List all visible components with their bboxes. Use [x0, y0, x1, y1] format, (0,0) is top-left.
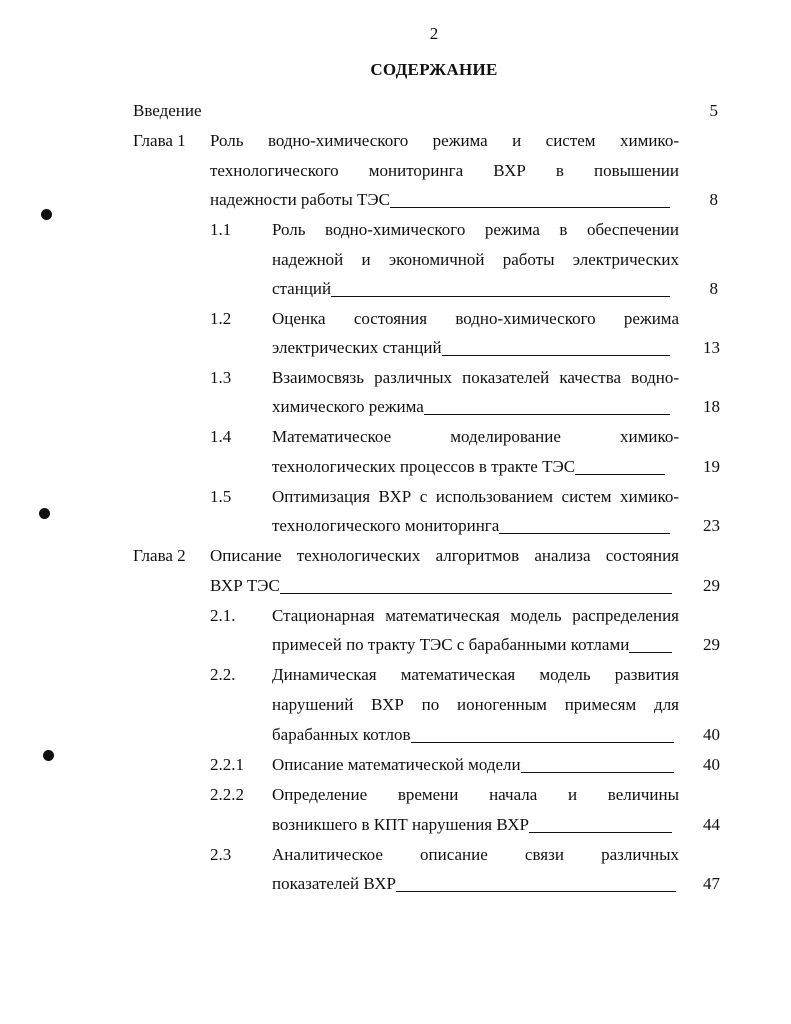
toc-section-title: химического режима — [272, 392, 670, 422]
toc-chapter1-page: 8 — [709, 190, 718, 209]
toc-section-title: примесей по тракту ТЭС с барабанными котлами — [272, 630, 672, 660]
toc-chapter1-label: Глава 1 — [133, 131, 186, 150]
punch-hole-mark — [43, 750, 54, 761]
toc-section-title: Определение времени начала и величины — [272, 785, 679, 804]
toc-section-title: возникшего в КПТ нарушения ВХР — [272, 810, 672, 840]
toc-section-title: Взаимосвязь различных показателей качества водно- — [272, 368, 679, 387]
toc-chapter2-label: Глава 2 — [133, 546, 186, 565]
toc-section-title: технологического мониторинга — [272, 511, 670, 541]
toc-section-number: 2.1. — [210, 606, 236, 625]
toc-section-title: Математическое моделирование химико- — [272, 427, 679, 446]
toc-section-page: 44 — [703, 815, 720, 834]
punch-hole-mark — [39, 508, 50, 519]
toc-section-title: электрических станций — [272, 333, 670, 363]
toc-section-page: 47 — [703, 874, 720, 893]
toc-section-number: 1.5 — [210, 487, 232, 506]
toc-section-number: 2.2.2 — [210, 785, 244, 804]
punch-hole-mark — [41, 209, 52, 220]
toc-section-number: 1.4 — [210, 427, 232, 446]
toc-intro-label: Введение — [133, 101, 202, 120]
toc-section-title: показателей ВХР — [272, 869, 676, 899]
toc-section-title: Стационарная математическая модель распределения — [272, 606, 679, 625]
toc-section-page: 23 — [703, 516, 720, 535]
toc-section-page: 8 — [709, 279, 718, 298]
toc-chapter1-title: надежности работы ТЭС — [210, 185, 670, 215]
toc-section-title: технологических процессов в тракте ТЭС — [272, 452, 665, 482]
toc-section-title: Аналитическое описание связи различных — [272, 845, 679, 864]
toc-section-title: станций — [272, 274, 670, 304]
toc-chapter2-title: ВХР ТЭС — [210, 571, 672, 601]
toc-section-page: 19 — [703, 457, 720, 476]
toc-section-page: 40 — [703, 755, 720, 774]
toc-section-title: надежной и экономичной работы электрических — [272, 250, 679, 269]
toc-chapter2-page: 29 — [703, 576, 720, 595]
page-title: СОДЕРЖАНИЕ — [370, 60, 498, 79]
toc-section-title: барабанных котлов — [272, 720, 674, 750]
toc-section-title: нарушений ВХР по ионогенным примесям для — [272, 695, 679, 714]
toc-section-page: 29 — [703, 635, 720, 654]
toc-section-number: 2.2.1 — [210, 755, 244, 774]
toc-section-title: Роль водно-химического режима в обеспечении — [272, 220, 679, 239]
toc-section-page: 18 — [703, 397, 720, 416]
toc-section-number: 2.3 — [210, 845, 232, 864]
toc-intro-page: 5 — [709, 101, 718, 120]
toc-section-page: 40 — [703, 725, 720, 744]
toc-section-title: Описание математической модели — [272, 750, 674, 780]
toc-chapter2-title: Описание технологических алгоритмов анализа состояния — [210, 546, 679, 565]
toc-section-page: 13 — [703, 338, 720, 357]
toc-chapter1-title: технологического мониторинга ВХР в повышении — [210, 161, 679, 180]
page-number: 2 — [429, 24, 439, 43]
toc-section-title: Оценка состояния водно-химического режима — [272, 309, 679, 328]
toc-section-number: 1.1 — [210, 220, 232, 239]
toc-section-number: 2.2. — [210, 665, 236, 684]
toc-section-title: Динамическая математическая модель развития — [272, 665, 679, 684]
toc-section-title: Оптимизация ВХР с использованием систем химико- — [272, 487, 679, 506]
toc-chapter1-title: Роль водно-химического режима и систем химико- — [210, 131, 679, 150]
toc-section-number: 1.2 — [210, 309, 232, 328]
toc-section-number: 1.3 — [210, 368, 232, 387]
